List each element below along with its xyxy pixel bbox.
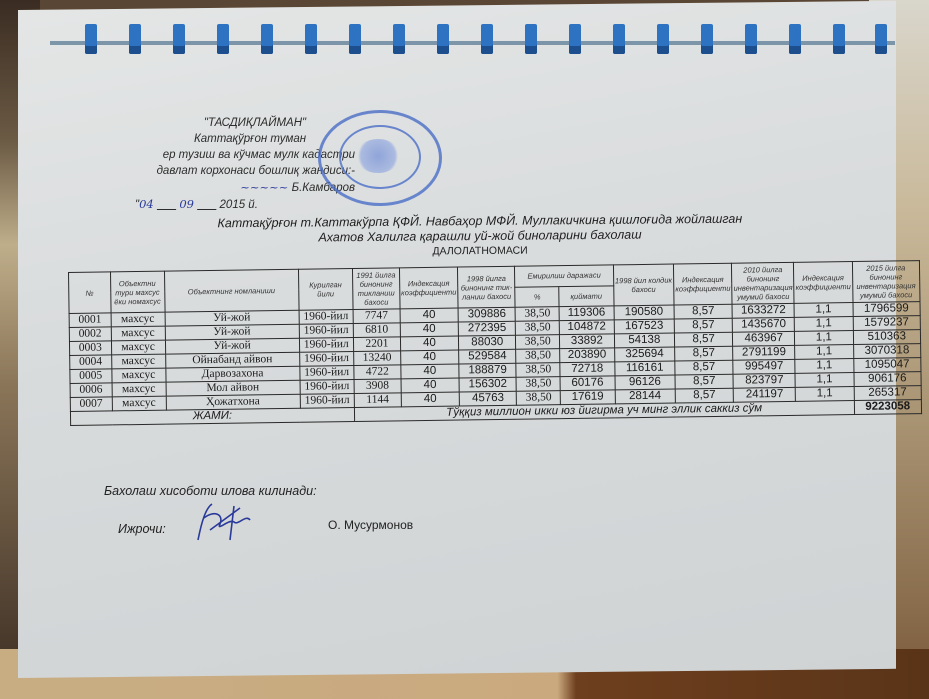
- cell-wear-pct: 38,50: [516, 377, 560, 392]
- cell-inv2015: 3070318: [853, 344, 921, 359]
- date-year: 2015 й.: [219, 199, 258, 211]
- cell-year: 1960-йил: [299, 310, 353, 325]
- cell-index3: 1,1: [795, 331, 853, 346]
- cell-index2: 8,57: [675, 388, 733, 403]
- cell-type: махсус: [111, 340, 165, 355]
- cell-cost1998: 309886: [458, 307, 516, 322]
- cell-inv2010: 241197: [733, 387, 795, 402]
- date-day: 04: [139, 197, 154, 211]
- cell-residual1998: 190580: [614, 305, 675, 320]
- cell-num: 0002: [69, 327, 111, 342]
- cell-type: махсус: [111, 312, 165, 327]
- header-inv2010: 2010 йилга бинонинг инвентаризация умумий бахоси: [732, 262, 795, 304]
- header-index3: Индексация коэффициенти: [794, 262, 853, 304]
- header-wear-value: қиймати: [559, 285, 614, 306]
- valuation-table: [68, 260, 922, 426]
- executor-name: О. Мусурмонов: [328, 518, 414, 532]
- attachment-note: Бахолаш хисоботи илова килинади:: [104, 484, 317, 498]
- cell-inv2010: 1435670: [732, 317, 794, 332]
- cell-type: махсус: [111, 354, 165, 369]
- approval-signer-line: [115, 179, 355, 196]
- total-in-words: Тўққиз миллион икки юз йигирма уч минг эллик саккиз сўм: [354, 401, 854, 422]
- cell-index1: 40: [400, 336, 458, 351]
- cell-cost1991: 7747: [353, 309, 400, 324]
- cell-year: 1960-йил: [299, 338, 353, 353]
- cell-cost1998: 88030: [458, 335, 516, 350]
- cell-cost1998: 272395: [458, 321, 516, 336]
- title-line-2: Ахатов Халилга қарашли уй-жой биноларини бахолаш: [318, 227, 642, 245]
- cell-wear-value: 203890: [560, 348, 615, 363]
- header-cost1991: 1991 йилга бинонинг тикланиш бахоси: [352, 268, 399, 310]
- cell-inv2010: 823797: [733, 373, 795, 388]
- cell-num: 0007: [70, 397, 112, 412]
- cell-cost1991: 13240: [354, 351, 401, 366]
- date-month: 09: [179, 197, 194, 211]
- cell-residual1998: 54138: [614, 333, 675, 348]
- header-num: №: [69, 272, 111, 314]
- cell-index2: 8,57: [675, 360, 733, 375]
- cell-cost1991: 4722: [354, 365, 401, 380]
- cell-inv2010: 1633272: [732, 303, 794, 318]
- cell-residual1998: 28144: [615, 389, 676, 404]
- cell-index2: 8,57: [674, 304, 732, 319]
- cell-wear-value: 119306: [559, 306, 614, 321]
- cell-residual1998: 116161: [614, 361, 675, 376]
- official-stamp: [318, 110, 442, 206]
- cell-year: 1960-йил: [300, 380, 354, 395]
- header-name: Объектнинг номланиши: [164, 269, 299, 312]
- cell-wear-pct: 38,50: [517, 391, 561, 406]
- cell-name: Мол айвон: [166, 380, 300, 396]
- approval-signer: Б.Камбаров: [291, 182, 355, 194]
- header-residual1998: 1998 йил колдик бахоси: [613, 264, 674, 306]
- cell-index2: 8,57: [675, 346, 733, 361]
- approval-line-3: давлат корхонаси бошлиқ жандиси:-: [156, 165, 355, 177]
- cell-index1: 40: [401, 392, 459, 407]
- cell-num: 0005: [70, 369, 112, 384]
- header-index1: Индексация коэффициенти: [399, 267, 458, 309]
- cell-index3: 1,1: [795, 345, 853, 360]
- cell-residual1998: 325694: [614, 347, 675, 362]
- cell-year: 1960-йил: [300, 394, 354, 409]
- cell-index2: 8,57: [674, 318, 732, 333]
- cell-name: Ойнабанд айвон: [165, 352, 299, 368]
- approval-line-1: Каттақўрғон туман: [193, 133, 307, 145]
- cell-wear-pct: 38,50: [516, 349, 560, 364]
- cell-type: махсус: [111, 326, 165, 341]
- header-cost1998: 1998 йилга бинонинг тик-ланиш бахоси: [457, 266, 515, 308]
- cell-inv2010: 463967: [733, 331, 795, 346]
- cell-num: 0006: [70, 383, 112, 398]
- cell-inv2015: 510363: [853, 330, 921, 345]
- cell-wear-pct: 38,50: [515, 307, 559, 322]
- header-wear-pct: %: [515, 286, 559, 307]
- cell-cost1998: 188879: [459, 363, 517, 378]
- title-line-3: ДАЛОЛАТНОМАСИ: [432, 244, 528, 258]
- cell-name: Уй-жой: [165, 338, 299, 354]
- header-year: Курилган йили: [298, 269, 353, 311]
- header-inv2015: 2015 йилга бинонинг инвентаризация умумий бахоси: [852, 261, 920, 303]
- cell-index1: 40: [401, 364, 459, 379]
- cell-cost1998: 529584: [459, 349, 517, 364]
- title-line-1: Каттақўрғон т.Каттакўрпа ҚФЙ. Навбаҳор МФЙ. Муллакичкина қишлоғида жойлашган: [217, 211, 743, 231]
- cell-index3: 1,1: [795, 317, 853, 332]
- cell-year: 1960-йил: [299, 324, 353, 339]
- cell-index1: 40: [400, 322, 458, 337]
- signature-icon: [190, 500, 260, 545]
- cell-wear-value: 33892: [560, 334, 615, 349]
- cell-name: Дарвозахона: [165, 366, 299, 382]
- cell-index3: 1,1: [794, 303, 852, 318]
- cell-cost1991: 6810: [353, 323, 400, 338]
- header-index2: Индексация коэффициенти: [674, 263, 733, 305]
- cell-num: 0004: [70, 355, 112, 370]
- cell-residual1998: 96126: [615, 375, 676, 390]
- approval-line-2: ер тузиш ва кўчмас мулк кадастри: [162, 149, 355, 161]
- cell-wear-pct: 38,50: [516, 335, 560, 350]
- cell-wear-value: 72718: [560, 362, 615, 377]
- cell-index2: 8,57: [675, 374, 733, 389]
- cell-type: махсус: [111, 368, 165, 383]
- cell-residual1998: 167523: [614, 319, 675, 334]
- signature-scribble: ~~~~~: [240, 180, 289, 194]
- cell-year: 1960-йил: [299, 366, 353, 381]
- cell-type: махсус: [112, 382, 166, 397]
- cell-inv2015: 1579237: [853, 316, 921, 331]
- cell-num: 0003: [69, 341, 111, 356]
- cell-index2: 8,57: [674, 332, 732, 347]
- cell-inv2010: 995497: [733, 359, 795, 374]
- cell-index1: 40: [401, 378, 459, 393]
- cell-inv2010: 2791199: [733, 345, 795, 360]
- cell-name: Уй-жой: [165, 324, 299, 340]
- cell-num: 0001: [69, 313, 111, 328]
- cell-year: 1960-йил: [299, 352, 353, 367]
- cell-index3: 1,1: [795, 373, 853, 388]
- approval-heading: "ТАСДИҚЛАЙМАН": [203, 117, 307, 129]
- cell-name: Уй-жой: [165, 310, 299, 326]
- cell-name: Ҳожатхона: [166, 394, 300, 410]
- stamp-emblem-icon: [355, 139, 401, 173]
- cell-index1: 40: [400, 350, 458, 365]
- cell-cost1991: 3908: [354, 379, 401, 394]
- cell-cost1998: 156302: [459, 377, 517, 392]
- cell-index3: 1,1: [795, 359, 853, 374]
- cell-inv2015: 1095047: [853, 358, 921, 373]
- cell-wear-pct: 38,50: [516, 363, 560, 378]
- cell-inv2015: 1796599: [853, 302, 921, 317]
- cell-wear-value: 104872: [559, 320, 614, 335]
- cell-index3: 1,1: [795, 387, 853, 402]
- cell-wear-pct: 38,50: [516, 321, 560, 336]
- cell-cost1998: 45763: [459, 391, 517, 406]
- total-label: ЖАМИ:: [70, 408, 354, 426]
- cell-inv2015: 265317: [854, 386, 922, 401]
- total-value: 9223058: [854, 400, 922, 415]
- cell-index1: 40: [400, 308, 458, 323]
- executor-label: Ижрочи:: [118, 522, 166, 536]
- cell-type: махсус: [112, 396, 166, 411]
- cell-wear-value: 17619: [560, 390, 615, 405]
- cell-cost1991: 1144: [354, 393, 401, 408]
- document-title: [200, 212, 760, 262]
- cell-wear-value: 60176: [560, 376, 615, 391]
- header-type: Объектни тури махсус ёки номахсус: [110, 271, 165, 313]
- cell-inv2015: 906176: [853, 372, 921, 387]
- cell-cost1991: 2201: [353, 337, 400, 352]
- header-wear-group: Емирилиш даражаси: [515, 265, 613, 287]
- approval-date: "04 09 2015 й.: [135, 197, 258, 211]
